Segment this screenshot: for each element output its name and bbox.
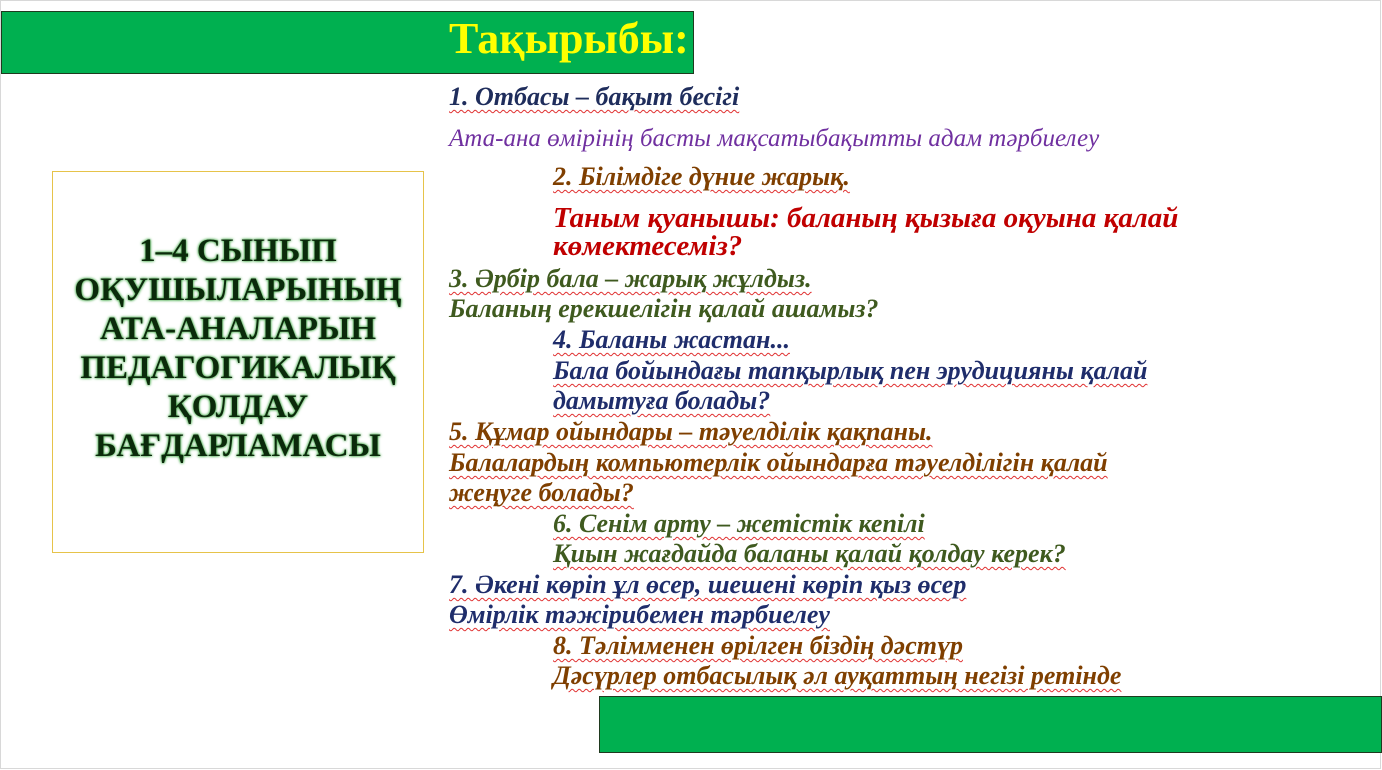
program-title-line: АТА-АНАЛАРЫН xyxy=(99,311,377,347)
topic-4-subtitle-line2: дамытуға болады? xyxy=(553,386,771,415)
topic-8-heading: 8. Тәлімменен өрілген біздің дәстүр xyxy=(553,631,963,660)
topic-1-subtitle: Ата-ана өмірінің басты мақсатыбақытты адам тәрбиелеу xyxy=(449,125,1100,152)
topic-5-subtitle-line2: жеңуге болады? xyxy=(449,478,634,507)
topic-6-heading: 6. Сенім арту – жетістік кепілі xyxy=(553,509,925,538)
topic-7-heading: 7. Әкені көріп ұл өсер, шешені көріп қыз өсер xyxy=(449,570,967,599)
topic-6-subtitle: Қиын жағдайда баланы қалай қолдау керек? xyxy=(553,539,1066,568)
program-title-box xyxy=(52,171,424,553)
program-title-line: ПЕДАГОГИКАЛЫҚ xyxy=(80,350,396,386)
topic-8-subtitle: Дәсүрлер отбасылық әл ауқаттың негізі ретінде xyxy=(553,661,1122,690)
topic-4-subtitle-line1: Бала бойындағы тапқырлық пен эрудицияны қалай xyxy=(553,356,1148,385)
topic-2-heading: 2. Білімдіге дүние жарық. xyxy=(553,162,850,191)
bottom-green-bar xyxy=(599,696,1382,753)
program-title xyxy=(74,232,401,466)
program-title-line: БАҒДАРЛАМАСЫ xyxy=(95,428,381,464)
program-title-line: ҚОЛДАУ xyxy=(167,389,309,425)
topic-5-subtitle-line1: Балалардың компьютерлік ойындарға тәуелділігін қалай xyxy=(449,448,1108,477)
topic-7-subtitle: Өмірлік тәжірибемен тәрбиелеу xyxy=(449,600,830,629)
program-title-line: ОҚУШЫЛАРЫНЫҢ xyxy=(74,272,402,308)
topic-4-heading: 4. Баланы жастан... xyxy=(553,325,790,354)
topic-3-heading: 3. Әрбір бала – жарық жұлдыз. xyxy=(449,264,812,293)
topic-5-heading: 5. Құмар ойындары – тәуелділік қақпаны. xyxy=(449,417,933,446)
topic-2-subtitle-line1: Таным қуанышы: баланың қызыға оқуына қалай xyxy=(553,202,1179,234)
page-title: Тақырыбы: xyxy=(449,14,689,63)
topic-3-subtitle: Баланың ерекшелігін қалай ашамыз? xyxy=(449,294,879,323)
topic-2-subtitle-line2: көмектесеміз? xyxy=(553,230,743,262)
topic-1-heading: 1. Отбасы – бақыт бесігі xyxy=(449,82,740,111)
program-title-line: 1–4 СЫНЫП xyxy=(139,233,337,269)
